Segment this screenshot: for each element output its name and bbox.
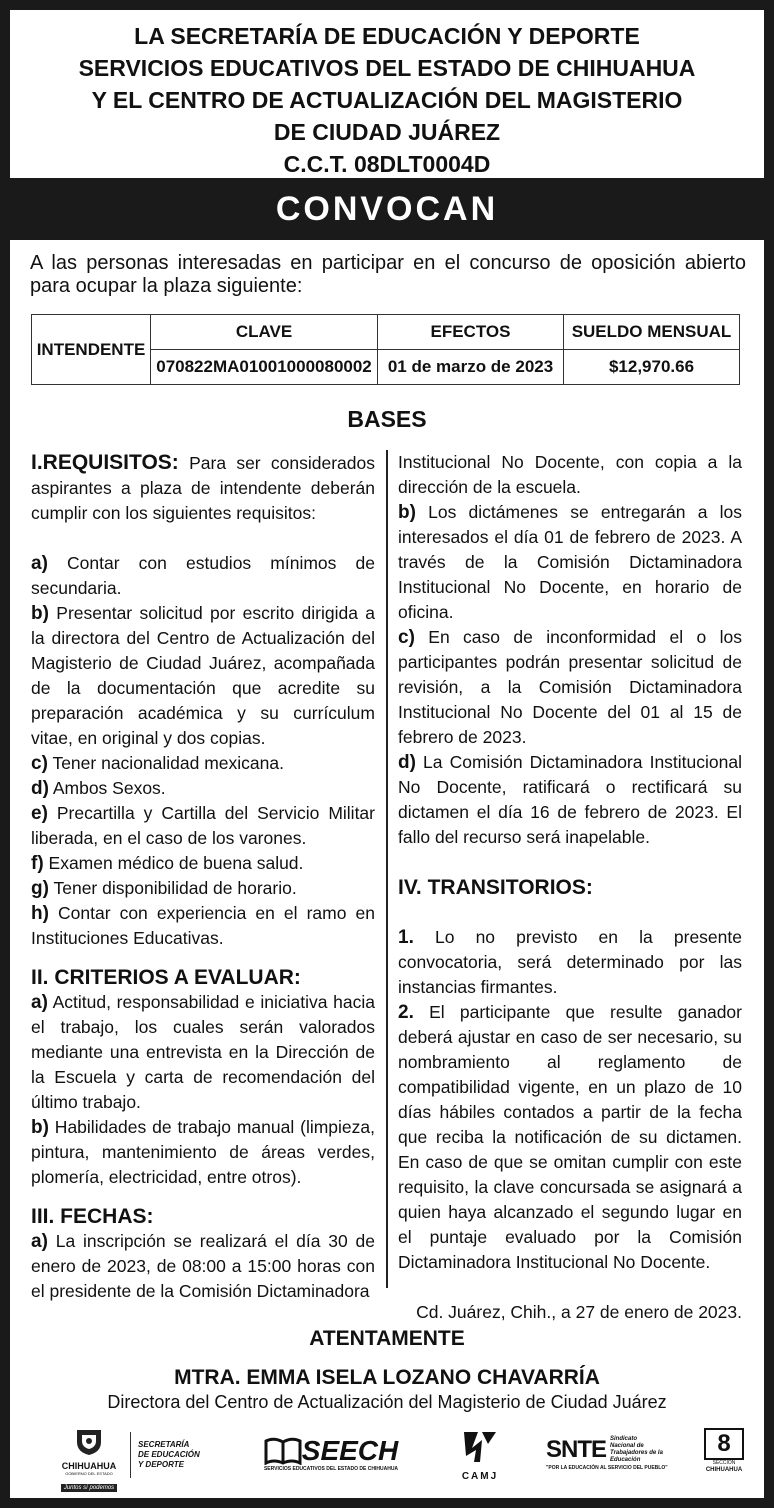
seccion-8-logo: 8 SECCIÓN CHIHUAHUA (705, 1430, 743, 1473)
camj-logo: CAMJ (450, 1428, 510, 1482)
req-item-f: f) Examen médico de buena salud. (31, 853, 304, 874)
header-line-1: LA SECRETARÍA DE EDUCACIÓN Y DEPORTE (134, 23, 640, 49)
req-item-c: c) Tener nacionalidad mexicana. (31, 753, 284, 774)
fechas-item-c: c) En caso de inconformidad el o los participantes podrán presentar solicitud de revisión, a la Comisión Dictaminadora Institucional No Docente del 01 al 15 de febrero de 2023. (398, 627, 742, 747)
fechas-item-b: b) Los dictámenes se entregarán a los interesados el día 01 de febrero de 2023. A través de la Comisión Dictaminadora Institucional No Docente, en horario de oficina. (398, 502, 742, 622)
plaza-table (31, 314, 740, 385)
right-column (398, 450, 742, 1325)
snte-logo: SNTE Sindicato Nacional de Trabajadores de la Educación "POR LA EDUCACIÓN AL SERVICIO DEL PUEBLO" (546, 1436, 668, 1471)
column-divider (386, 450, 388, 1288)
trans-item-1: 1. Lo no previsto en la presente convocatoria, será determinado por las instancias firmantes. (398, 927, 742, 997)
fechas-item-a: a) La inscripción se realizará el día 30 de enero de 2023, de 08:00 a 15:00 horas con el presidente de la Comisión Dictaminadora (31, 1231, 375, 1301)
trans-item-2: 2. El participante que resulte ganador deberá ajustar en caso de ser necesario, su nombramiento al reglamento de compatibilidad vigente, en un plazo de 10 días hábiles contados a partir de la fecha que reciba la notificación de su dictamen. En caso de que se omitan cumplir con este requisito, la clave concursada se asignará a quien haya alcanzado el segundo lugar en el puntaje evaluado por la Comisión Dictaminadora Institucional No Docente. (398, 1002, 742, 1272)
header-line-4: DE CIUDAD JUÁREZ (273, 119, 501, 145)
seech-logo: SEECH SERVICIOS EDUCATIVOS DEL ESTADO DE CHIHUAHUA (263, 1435, 399, 1472)
logo-separator (130, 1432, 131, 1478)
plaza-row-label: INTENDENTE (32, 315, 151, 385)
requisitos-paragraph (31, 450, 375, 526)
seccion-number: 8 (704, 1428, 744, 1460)
cell-sueldo: $12,970.66 (564, 350, 740, 385)
secretaria-logo: SECRETARÍA DE EDUCACIÓN Y DEPORTE (138, 1440, 200, 1469)
place-date: Cd. Juárez, Chih., a 27 de enero de 2023. (416, 1302, 742, 1322)
convocan-banner: CONVOCAN (10, 178, 764, 240)
logos-row (10, 1420, 764, 1490)
fechas-title: III. FECHAS: (31, 1205, 154, 1228)
col-header-efectos: EFECTOS (378, 315, 564, 350)
cell-clave: 070822MA01001000080002 (151, 350, 378, 385)
signatory-role: Directora del Centro de Actualización del Magisterio de Ciudad Juárez (107, 1392, 667, 1412)
closing: ATENTAMENTE (309, 1327, 465, 1350)
convocatoria-page (10, 10, 764, 1498)
fechas-item-d: d) La Comisión Dictaminadora Institucional No Docente, ratificará o rectificará su dictamen el día 16 de febrero de 2023. El fallo del recurso será inapelable. (398, 752, 742, 847)
col-header-sueldo: SUELDO MENSUAL (564, 315, 740, 350)
header-line-2: SERVICIOS EDUCATIVOS DEL ESTADO DE CHIHUAHUA (78, 55, 696, 81)
req-item-e: e) Precartilla y Cartilla del Servicio Militar liberada, en el caso de los varones. (31, 803, 375, 848)
header (10, 10, 764, 178)
book-icon (264, 1437, 302, 1465)
req-item-a: a) Contar con estudios mínimos de secundaria. (31, 553, 375, 598)
signatory-name: MTRA. EMMA ISELA LOZANO CHAVARRÍA (174, 1366, 600, 1389)
col-header-clave: CLAVE (151, 315, 378, 350)
crit-item-a: a) Actitud, responsabilidad e iniciativa hacia el trabajo, los cuales serán valorados mediante una entrevista en la Dirección de la Escuela y carta de recomendación del último trabajo. (31, 992, 375, 1112)
header-cct: C.C.T. 08DLT0004D (283, 151, 491, 177)
req-item-b: b) Presentar solicitud por escrito dirigida a la directora del Centro de Actualización del Magisterio de Ciudad Juárez, acompañada de la documentación que acredite su preparación académica y su currículum vitae, en original y dos copias. (31, 603, 375, 748)
intro-text: A las personas interesadas en participar en el concurso de oposición abierto para ocupar la plaza siguiente: (30, 252, 746, 297)
req-item-g: g) Tener disponibilidad de horario. (31, 878, 297, 899)
req-item-h: h) Contar con experiencia en el ramo en Instituciones Educativas. (31, 903, 375, 948)
req-item-d: d) Ambos Sexos. (31, 778, 166, 799)
cell-efectos: 01 de marzo de 2023 (378, 350, 564, 385)
camj-emblem-icon (460, 1428, 500, 1466)
left-column (31, 450, 375, 1304)
criterios-title: II. CRITERIOS A EVALUAR: (31, 966, 301, 989)
requisitos-title: I.REQUISITOS: (31, 451, 179, 474)
chihuahua-logo: CHIHUAHUA GOBIERNO DEL ESTADO Juntos sí podemos (54, 1428, 124, 1490)
header-line-3: Y EL CENTRO DE ACTUALIZACIÓN DEL MAGISTERIO (91, 87, 683, 113)
shield-icon (74, 1428, 104, 1456)
signature-block (10, 1325, 764, 1413)
transitorios-title: IV. TRANSITORIOS: (398, 876, 593, 899)
requisitos-intro: Para ser considerados aspirantes a plaza de intendente deberán cumplir con los siguientes requisitos: (31, 453, 375, 523)
crit-item-b: b) Habilidades de trabajo manual (limpieza, pintura, mantenimiento de áreas verdes, plomería, electricidad, entre otros). (31, 1117, 375, 1187)
fechas-a-continued: Institucional No Docente, con copia a la dirección de la escuela. (398, 452, 742, 497)
bases-title: BASES (347, 406, 427, 432)
